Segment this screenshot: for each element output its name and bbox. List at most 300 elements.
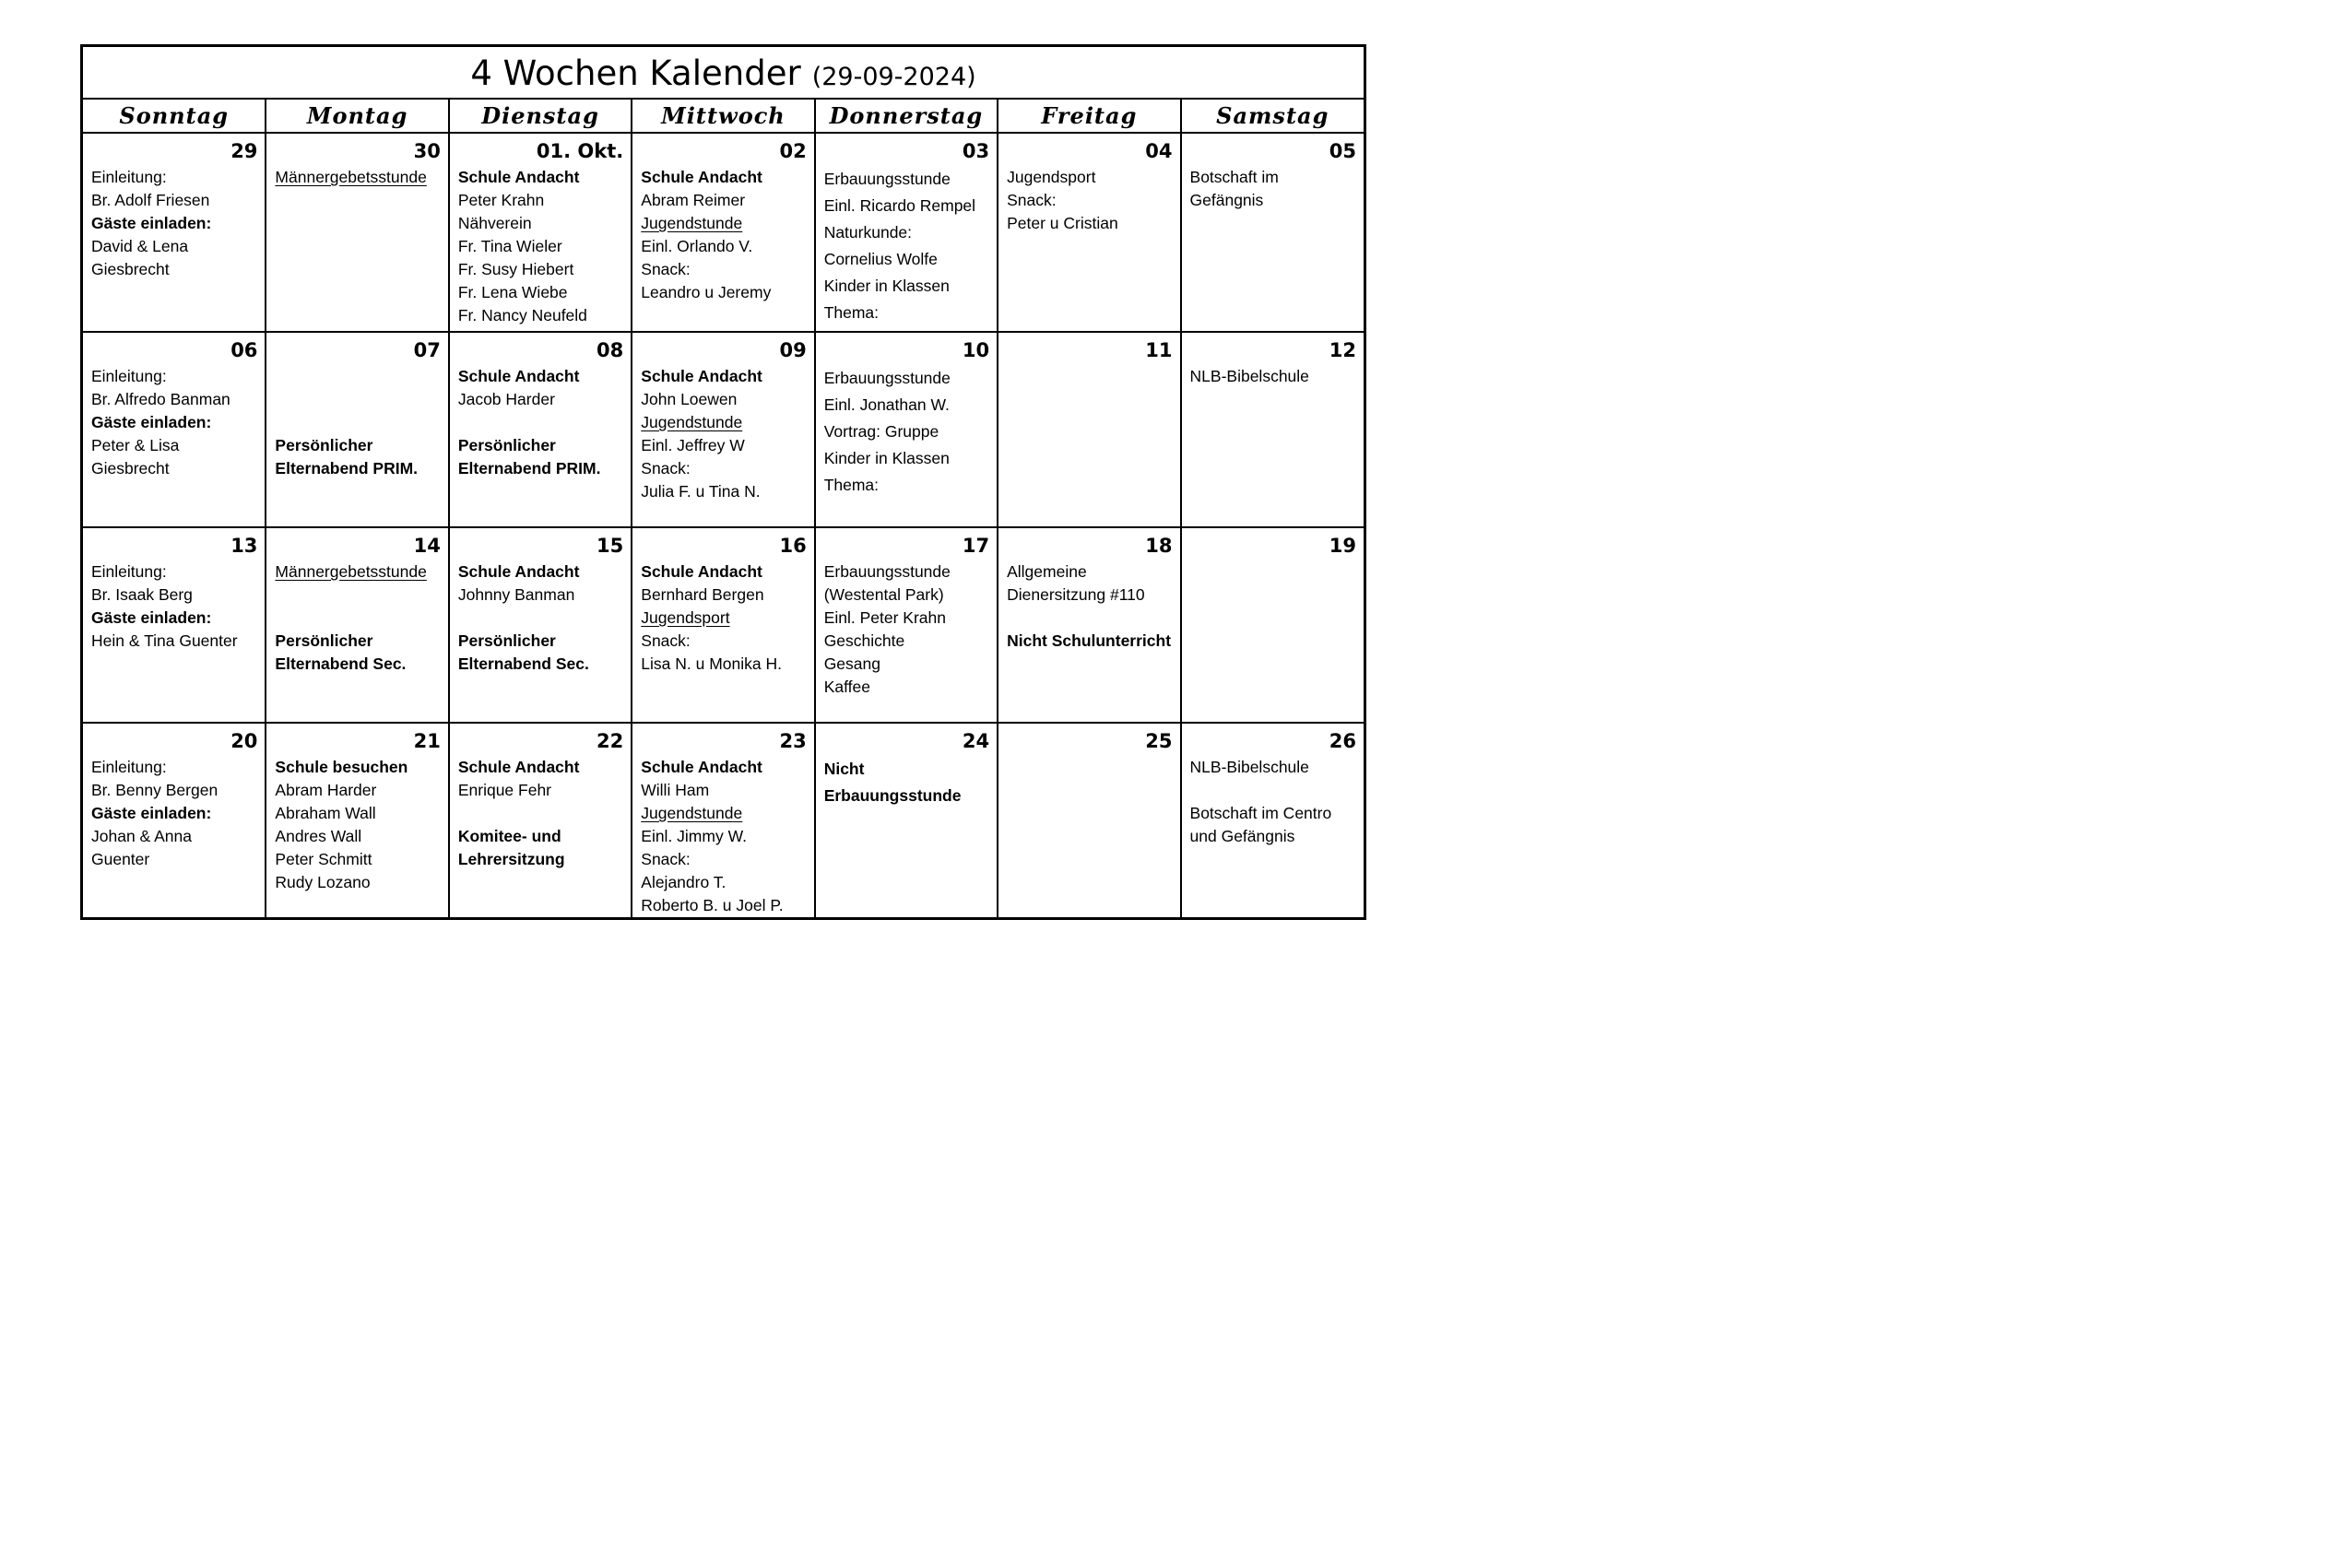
event-text: Erbauungsstunde: [823, 562, 951, 581]
blank-line: [275, 388, 440, 411]
event-line: [458, 779, 623, 802]
event-text: Snack:: [1007, 191, 1057, 209]
event-line: [91, 584, 257, 607]
day-cell: [998, 133, 1180, 332]
event-line: [91, 607, 257, 630]
event-text: Schule Andacht: [641, 367, 762, 385]
event-line: [641, 212, 806, 235]
event-text: Schule Andacht: [457, 168, 580, 186]
event-text: Br. Isaak Berg: [91, 585, 193, 604]
day-cell: [815, 332, 998, 527]
blank-line: [458, 411, 623, 434]
event-text: Schule Andacht: [641, 758, 762, 776]
event-text: Erbauungsstunde: [823, 170, 951, 188]
event-text: und Gefängnis: [1189, 827, 1295, 845]
day-cell-content: [1182, 333, 1364, 526]
event-line: [1190, 802, 1356, 825]
day-cell: [632, 133, 814, 332]
event-text: Kinder in Klassen: [823, 449, 950, 467]
event-line: [641, 281, 806, 304]
event-line: [1190, 189, 1356, 212]
day-number: 03: [962, 140, 990, 162]
event-text: Einl. Ricardo Rempel: [823, 196, 976, 215]
event-text: Elternabend Sec.: [457, 654, 589, 673]
event-text: Johnny Banman: [457, 585, 575, 604]
event-text: Peter u Cristian: [1007, 214, 1118, 232]
event-text: Jugendsport: [1007, 168, 1096, 186]
event-line: [641, 388, 806, 411]
event-lines: [91, 365, 257, 480]
day-cell-content: [816, 333, 997, 526]
day-cell-content: [83, 724, 265, 918]
day-cell: [998, 332, 1180, 527]
day-number: 25: [1145, 730, 1173, 752]
event-line: [824, 783, 989, 809]
day-number: 06: [230, 339, 258, 361]
day-number: 26: [1329, 730, 1356, 752]
event-text: Julia F. u Tina N.: [641, 482, 761, 501]
event-text: Br. Alfredo Banman: [91, 390, 230, 408]
event-text: Guenter: [91, 850, 150, 868]
event-text: Einl. Orlando V.: [641, 237, 753, 255]
day-cell-content: [266, 134, 447, 331]
day-cell-content: [998, 528, 1179, 722]
event-line: [1007, 560, 1172, 584]
event-lines: [1190, 166, 1356, 212]
event-text: Kinder in Klassen: [823, 277, 950, 295]
day-number: 23: [779, 730, 807, 752]
event-line: [641, 434, 806, 457]
title-date: (29-09-2024): [811, 63, 976, 91]
day-cell: [632, 723, 814, 918]
day-number: 14: [413, 535, 441, 557]
event-line: [641, 653, 806, 676]
day-cell-content: [83, 528, 265, 722]
event-text: Schule Andacht: [641, 168, 762, 186]
event-text: NLB-Bibelschule: [1189, 367, 1309, 385]
week-row: [83, 527, 1364, 723]
event-lines: [458, 560, 623, 676]
event-line: [1190, 825, 1356, 848]
day-number: 29: [230, 140, 258, 162]
day-number: 15: [597, 535, 624, 557]
day-number: 30: [413, 140, 441, 162]
event-line: [641, 584, 806, 607]
event-text: Schule Andacht: [457, 562, 580, 581]
event-text: Thema:: [823, 476, 880, 494]
event-text: Botschaft im Centro: [1189, 804, 1332, 822]
day-cell: [815, 527, 998, 723]
event-text: Bernhard Bergen: [641, 585, 764, 604]
event-line: [824, 445, 989, 472]
event-text: Vortrag: Gruppe: [823, 422, 939, 441]
day-cell-content: [632, 333, 813, 526]
day-number: 12: [1329, 339, 1356, 361]
event-line: [824, 584, 989, 607]
event-lines: [458, 756, 623, 871]
event-line: [824, 392, 989, 419]
day-cell: [449, 133, 632, 332]
event-text: Alejandro T.: [641, 873, 727, 891]
event-text: Komitee- und: [457, 827, 561, 845]
event-text: Jacob Harder: [457, 390, 555, 408]
day-cell: [449, 332, 632, 527]
event-text: Schule Andacht: [641, 562, 762, 581]
day-number: 18: [1145, 535, 1173, 557]
day-cell: [998, 723, 1180, 918]
event-text: Hein & Tina Guenter: [91, 631, 238, 650]
day-number: 20: [230, 730, 258, 752]
day-cell-content: [998, 333, 1179, 526]
event-line: [91, 825, 257, 848]
event-line: [641, 189, 806, 212]
day-cell-content: [266, 528, 447, 722]
event-text: Johan & Anna: [91, 827, 192, 845]
event-line: [458, 825, 623, 848]
day-number: 09: [779, 339, 807, 361]
weekday-samstag: Samstag: [1181, 100, 1364, 133]
event-text: Einleitung:: [91, 562, 167, 581]
day-cell-content: [450, 134, 631, 331]
event-text: Br. Benny Bergen: [91, 781, 219, 799]
day-cell: [1181, 133, 1364, 332]
day-cell-content: [816, 528, 997, 722]
day-cell: [83, 723, 266, 918]
day-cell: [632, 332, 814, 527]
event-line: [91, 411, 257, 434]
event-line: [824, 756, 989, 783]
day-number: 11: [1145, 339, 1173, 361]
event-text: Männergebetsstunde: [275, 562, 427, 581]
event-line: [275, 653, 440, 676]
day-number: 16: [779, 535, 807, 557]
event-text: Fr. Nancy Neufeld: [457, 306, 587, 324]
day-number: 07: [413, 339, 441, 361]
event-lines: [1190, 756, 1356, 848]
event-line: [458, 848, 623, 871]
event-line: [641, 871, 806, 894]
event-text: Persönlicher: [275, 436, 373, 454]
event-lines: [275, 756, 440, 894]
event-text: Gefängnis: [1189, 191, 1264, 209]
event-line: [91, 166, 257, 189]
event-text: Einleitung:: [91, 758, 167, 776]
event-text: Persönlicher: [275, 631, 373, 650]
event-line: [824, 419, 989, 445]
event-line: [91, 258, 257, 281]
day-cell-content: [632, 134, 813, 331]
event-line: [641, 848, 806, 871]
event-text: Gesang: [823, 654, 880, 673]
day-cell-content: [632, 528, 813, 722]
day-cell-content: [450, 333, 631, 526]
event-text: Gäste einladen:: [91, 214, 212, 232]
weekday-montag: Montag: [266, 100, 448, 133]
event-line: [275, 630, 440, 653]
event-text: Schule besuchen: [275, 758, 408, 776]
weekday-sonntag: Sonntag: [83, 100, 266, 133]
event-text: Snack:: [641, 459, 691, 477]
event-text: Geschichte: [823, 631, 905, 650]
day-cell-content: [266, 333, 447, 526]
event-line: [641, 630, 806, 653]
event-text: Gäste einladen:: [91, 608, 212, 627]
event-text: John Loewen: [641, 390, 738, 408]
event-line: [1007, 212, 1172, 235]
day-cell: [449, 723, 632, 918]
event-line: [824, 273, 989, 300]
week-row: [83, 332, 1364, 527]
event-line: [641, 802, 806, 825]
event-line: [1190, 166, 1356, 189]
day-cell: [815, 133, 998, 332]
calendar-weeks: [83, 133, 1364, 918]
event-text: Nicht: [823, 760, 865, 778]
day-number: 19: [1329, 535, 1356, 557]
event-text: Leandro u Jeremy: [641, 283, 772, 301]
event-text: Jugendsport: [641, 608, 730, 627]
blank-line: [1007, 607, 1172, 630]
event-line: [1007, 166, 1172, 189]
event-line: [91, 457, 257, 480]
day-cell-content: [266, 724, 447, 918]
event-text: NLB-Bibelschule: [1189, 758, 1309, 776]
event-line: [824, 365, 989, 392]
event-text: Giesbrecht: [91, 260, 170, 278]
event-text: Snack:: [641, 631, 691, 650]
event-line: [641, 560, 806, 584]
event-text: Peter Schmitt: [275, 850, 372, 868]
event-line: [641, 756, 806, 779]
event-text: Gäste einladen:: [91, 413, 212, 431]
event-text: Rudy Lozano: [275, 873, 371, 891]
event-line: [458, 388, 623, 411]
day-number: 21: [413, 730, 441, 752]
day-cell-content: [816, 724, 997, 918]
event-line: [458, 166, 623, 189]
event-line: [458, 304, 623, 327]
event-line: [641, 411, 806, 434]
event-text: Einl. Peter Krahn: [823, 608, 946, 627]
day-cell: [266, 332, 448, 527]
weekday-dienstag: Dienstag: [449, 100, 632, 133]
event-line: [458, 653, 623, 676]
event-line: [641, 365, 806, 388]
event-lines: [641, 756, 806, 917]
day-cell-content: [998, 724, 1179, 918]
day-number: 04: [1145, 140, 1173, 162]
day-cell: [1181, 332, 1364, 527]
blank-line: [1190, 779, 1356, 802]
event-text: Einleitung:: [91, 367, 167, 385]
day-cell: [83, 332, 266, 527]
event-lines: [275, 166, 440, 189]
event-lines: [91, 166, 257, 281]
event-line: [458, 630, 623, 653]
day-cell-content: [1182, 134, 1364, 331]
event-line: [824, 607, 989, 630]
day-cell: [998, 527, 1180, 723]
event-line: [641, 166, 806, 189]
event-text: Willi Ham: [641, 781, 710, 799]
event-line: [1190, 365, 1356, 388]
event-lines: [824, 166, 989, 326]
event-lines: [1007, 166, 1172, 235]
event-text: Botschaft im: [1189, 168, 1279, 186]
event-lines: [824, 756, 989, 809]
day-cell-content: [450, 724, 631, 918]
day-cell: [1181, 723, 1364, 918]
day-number: 08: [597, 339, 624, 361]
event-line: [824, 246, 989, 273]
event-text: Schule Andacht: [457, 758, 580, 776]
event-text: Jugendstunde: [641, 214, 743, 232]
event-line: [458, 281, 623, 304]
day-cell-content: [998, 134, 1179, 331]
event-text: Männergebetsstunde: [275, 168, 427, 186]
event-text: Erbauungsstunde: [823, 369, 951, 387]
day-number: 10: [962, 339, 990, 361]
event-line: [1007, 584, 1172, 607]
event-line: [275, 825, 440, 848]
event-text: Fr. Tina Wieler: [457, 237, 562, 255]
day-number: 05: [1329, 140, 1356, 162]
day-cell-content: [1182, 724, 1364, 918]
event-lines: [91, 756, 257, 871]
event-line: [91, 434, 257, 457]
event-line: [275, 802, 440, 825]
event-line: [824, 472, 989, 499]
event-text: Gäste einladen:: [91, 804, 212, 822]
blank-line: [275, 365, 440, 388]
event-line: [458, 457, 623, 480]
event-lines: [1007, 560, 1172, 653]
event-line: [91, 756, 257, 779]
event-text: Roberto B. u Joel P.: [641, 896, 784, 914]
event-line: [641, 457, 806, 480]
calendar-grid: [83, 100, 1364, 918]
event-line: [641, 258, 806, 281]
event-text: Enrique Fehr: [457, 781, 552, 799]
event-line: [91, 802, 257, 825]
event-text: Nähverein: [457, 214, 532, 232]
event-lines: [641, 560, 806, 676]
event-line: [275, 848, 440, 871]
event-line: [458, 235, 623, 258]
event-text: Br. Adolf Friesen: [91, 191, 210, 209]
event-text: Abram Reimer: [641, 191, 746, 209]
blank-line: [275, 411, 440, 434]
event-line: [458, 560, 623, 584]
blank-line: [275, 607, 440, 630]
event-lines: [824, 365, 989, 499]
event-line: [458, 212, 623, 235]
event-text: Jugendstunde: [641, 804, 743, 822]
event-line: [91, 630, 257, 653]
event-line: [458, 584, 623, 607]
event-line: [824, 676, 989, 699]
event-text: Fr. Susy Hiebert: [457, 260, 574, 278]
event-line: [1007, 630, 1172, 653]
day-cell-content: [83, 333, 265, 526]
day-cell: [266, 133, 448, 332]
weekday-mittwoch: Mittwoch: [632, 100, 814, 133]
event-text: Fr. Lena Wiebe: [457, 283, 568, 301]
event-text: Abraham Wall: [275, 804, 376, 822]
event-line: [641, 235, 806, 258]
event-lines: [1190, 365, 1356, 388]
event-text: Allgemeine: [1007, 562, 1087, 581]
event-line: [824, 193, 989, 219]
event-text: Snack:: [641, 850, 691, 868]
event-text: Elternabend PRIM.: [457, 459, 601, 477]
event-lines: [91, 560, 257, 653]
event-line: [275, 434, 440, 457]
event-text: Lisa N. u Monika H.: [641, 654, 782, 673]
event-text: Jugendstunde: [641, 413, 743, 431]
event-line: [275, 756, 440, 779]
blank-line: [275, 584, 440, 607]
week-row: [83, 723, 1364, 918]
event-line: [1007, 189, 1172, 212]
event-line: [275, 779, 440, 802]
event-line: [91, 365, 257, 388]
event-line: [458, 365, 623, 388]
day-cell: [632, 527, 814, 723]
day-number: 22: [597, 730, 624, 752]
event-line: [824, 166, 989, 193]
day-cell-content: [450, 528, 631, 722]
event-text: Abram Harder: [275, 781, 377, 799]
event-text: Giesbrecht: [91, 459, 170, 477]
day-cell: [266, 527, 448, 723]
event-line: [641, 779, 806, 802]
event-line: [91, 212, 257, 235]
event-lines: [275, 560, 440, 676]
event-text: Peter Krahn: [457, 191, 545, 209]
event-line: [275, 560, 440, 584]
blank-line: [458, 802, 623, 825]
event-line: [641, 894, 806, 917]
event-text: Einl. Jimmy W.: [641, 827, 747, 845]
event-text: Elternabend PRIM.: [275, 459, 419, 477]
day-cell: [449, 527, 632, 723]
event-line: [824, 300, 989, 326]
weekday-header-row: [83, 100, 1364, 133]
event-line: [275, 457, 440, 480]
event-text: Snack:: [641, 260, 691, 278]
event-line: [91, 779, 257, 802]
day-number: 24: [962, 730, 990, 752]
calendar-title: [83, 47, 1364, 100]
event-line: [824, 630, 989, 653]
calendar-page: [80, 44, 1366, 920]
event-lines: [458, 166, 623, 327]
event-text: Einl. Jonathan W.: [823, 395, 950, 414]
event-text: Nicht Schulunterricht: [1007, 631, 1172, 650]
event-line: [824, 219, 989, 246]
event-text: Einleitung:: [91, 168, 167, 186]
event-line: [458, 434, 623, 457]
event-line: [91, 235, 257, 258]
event-text: Persönlicher: [457, 631, 556, 650]
event-lines: [641, 166, 806, 304]
title-main: 4 Wochen Kalender: [470, 53, 801, 93]
event-line: [91, 560, 257, 584]
event-line: [91, 388, 257, 411]
day-cell: [83, 133, 266, 332]
event-text: Elternabend Sec.: [275, 654, 407, 673]
